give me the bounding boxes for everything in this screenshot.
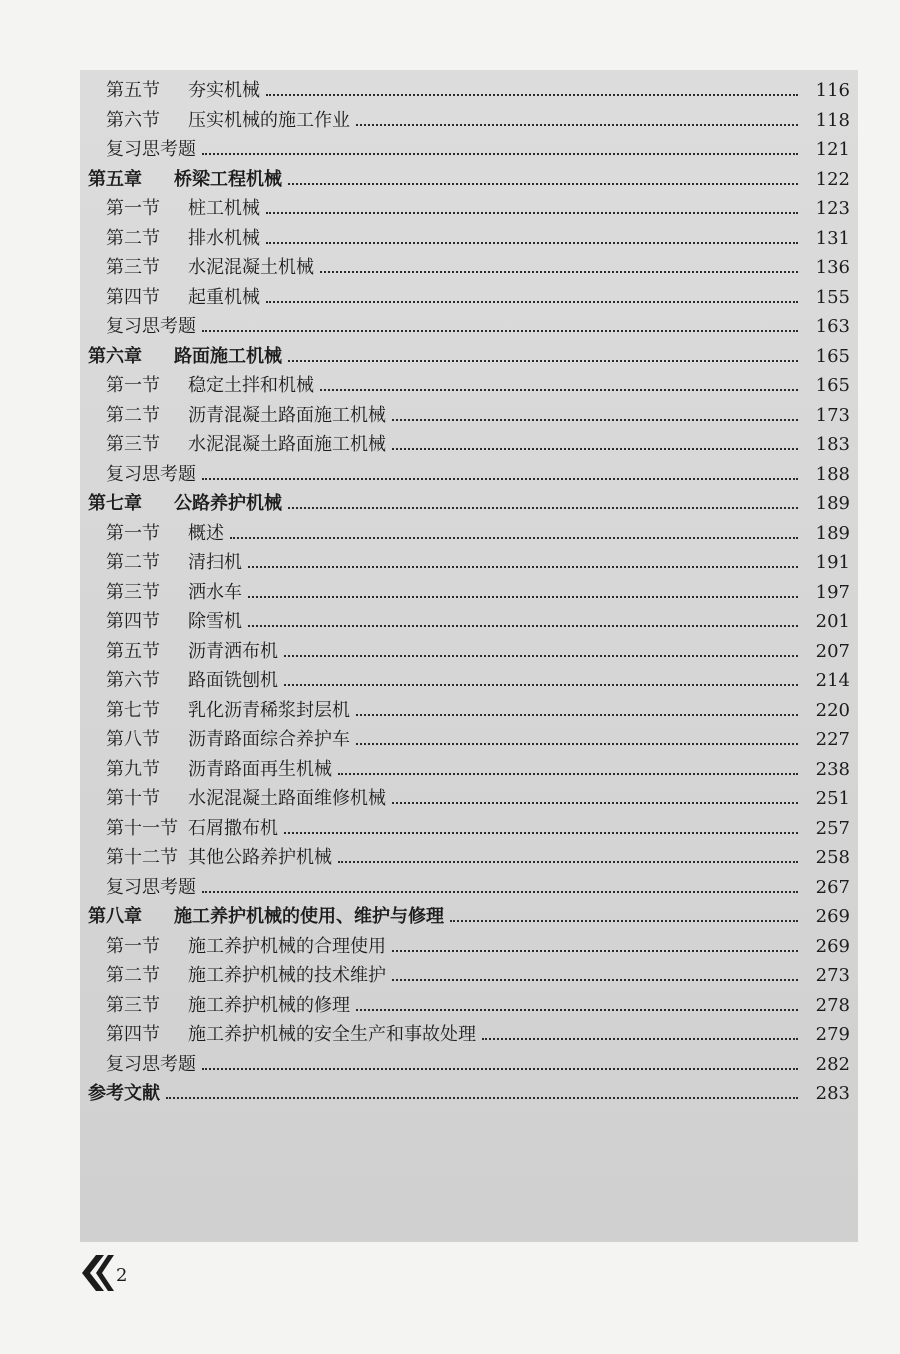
dot-leader	[284, 683, 798, 686]
dot-leader	[266, 241, 798, 244]
toc-entry-label	[106, 283, 260, 313]
toc-entry-number: 第一节	[106, 375, 160, 396]
toc-entry-page: 267	[815, 876, 850, 898]
toc-entry-title: 压实机械的施工作业	[188, 109, 350, 131]
toc-entry-title: 路面铣刨机	[188, 670, 278, 691]
toc-chapter-entry	[80, 165, 858, 195]
toc-entry-page: 183	[815, 434, 850, 455]
dot-leader	[166, 1096, 798, 1099]
toc-entry-number: 第六节	[106, 670, 160, 691]
toc-entry-number: 第五章	[88, 168, 142, 190]
dot-leader	[248, 595, 798, 598]
toc-entry-title: 水泥混凝土路面施工机械	[188, 434, 386, 455]
table-of-contents	[80, 76, 858, 1109]
toc-section-entry	[80, 224, 858, 254]
toc-entry-page: 116	[815, 80, 850, 101]
dot-leader	[288, 182, 798, 185]
toc-entry-label	[106, 371, 314, 401]
toc-section-entry	[80, 637, 858, 667]
toc-entry-label	[106, 312, 196, 342]
toc-entry-title: 施工养护机械的使用、维护与修理	[174, 906, 444, 927]
dot-leader	[356, 742, 798, 745]
toc-entry-page: 189	[815, 522, 850, 544]
toc-entry-label	[106, 224, 260, 254]
dot-leader	[230, 536, 798, 539]
toc-section-entry	[80, 961, 858, 991]
dot-leader	[392, 978, 798, 981]
dot-leader	[202, 477, 798, 480]
toc-entry-page: 173	[815, 404, 850, 426]
toc-entry-label	[106, 135, 196, 165]
dot-leader	[392, 447, 798, 450]
toc-entry-title: 复习思考题	[106, 139, 196, 160]
toc-entry-label	[106, 607, 242, 637]
toc-entry-number: 第四节	[106, 286, 160, 308]
toc-entry-label	[106, 725, 350, 755]
toc-entry-number: 第三节	[106, 581, 160, 603]
toc-entry-page: 257	[815, 817, 850, 839]
toc-entry-page: 238	[815, 758, 850, 780]
dot-leader	[338, 860, 798, 863]
dot-leader	[392, 418, 798, 421]
toc-entry-title: 夯实机械	[188, 80, 260, 101]
toc-entry-page: 123	[815, 198, 850, 219]
dot-leader	[338, 772, 798, 775]
toc-entry-number: 第三节	[106, 257, 160, 278]
toc-entry-label	[106, 961, 386, 991]
toc-section-entry	[80, 312, 858, 342]
toc-entry-page: 273	[815, 965, 850, 986]
toc-entry-label	[88, 1079, 160, 1109]
toc-section-entry	[80, 519, 858, 549]
toc-section-entry	[80, 725, 858, 755]
toc-section-entry	[80, 843, 858, 873]
dot-leader	[392, 949, 798, 952]
toc-entry-number: 第九节	[106, 758, 160, 780]
toc-entry-label	[106, 194, 260, 224]
toc-entry-title: 起重机械	[188, 286, 260, 308]
toc-entry-page: 165	[815, 375, 850, 396]
toc-entry-number: 第五节	[106, 80, 160, 101]
toc-section-entry	[80, 135, 858, 165]
toc-entry-page: 282	[815, 1053, 850, 1075]
page-number: 2	[116, 1264, 128, 1286]
toc-entry-title: 沥青路面再生机械	[188, 758, 332, 780]
dot-leader	[288, 359, 798, 362]
toc-entry-number: 第三节	[106, 994, 160, 1016]
toc-entry-title: 乳化沥青稀浆封层机	[188, 699, 350, 721]
toc-entry-title: 复习思考题	[106, 1053, 196, 1075]
toc-entry-title: 石屑撒布机	[188, 817, 278, 839]
toc-entry-title: 洒水车	[188, 581, 242, 603]
toc-section-entry	[80, 814, 858, 844]
toc-entry-label	[106, 106, 350, 136]
toc-entry-label	[106, 460, 196, 490]
toc-section-entry	[80, 991, 858, 1021]
dot-leader	[202, 890, 798, 893]
toc-entry-page: 220	[815, 699, 850, 721]
toc-section-entry	[80, 548, 858, 578]
toc-section-entry	[80, 253, 858, 283]
toc-entry-label	[106, 991, 350, 1021]
toc-entry-title: 排水机械	[188, 227, 260, 249]
toc-entry-label	[106, 932, 386, 962]
dot-leader	[482, 1037, 798, 1040]
toc-entry-page: 121	[815, 139, 850, 160]
toc-entry-title: 沥青洒布机	[188, 640, 278, 662]
toc-entry-page: 251	[815, 788, 850, 809]
toc-entry-label	[106, 814, 278, 844]
toc-section-entry	[80, 607, 858, 637]
toc-section-entry	[80, 873, 858, 903]
toc-entry-title: 参考文献	[88, 1083, 160, 1104]
dot-leader	[450, 919, 798, 922]
toc-entry-title: 路面施工机械	[174, 345, 282, 367]
toc-entry-label	[106, 696, 350, 726]
toc-entry-label	[106, 578, 242, 608]
toc-entry-number: 第一节	[106, 522, 160, 544]
toc-entry-label	[106, 784, 386, 814]
toc-section-entry	[80, 666, 858, 696]
toc-entry-title: 公路养护机械	[174, 493, 282, 514]
toc-entry-label	[106, 843, 332, 873]
toc-entry-label	[106, 1020, 476, 1050]
dot-leader	[392, 801, 798, 804]
toc-section-entry	[80, 283, 858, 313]
toc-entry-label	[106, 430, 386, 460]
double-chevron-left-icon	[80, 1253, 114, 1293]
toc-entry-title: 施工养护机械的技术维护	[188, 965, 386, 986]
toc-chapter-entry	[80, 1079, 858, 1109]
dot-leader	[202, 329, 798, 332]
toc-entry-page: 136	[815, 257, 850, 278]
toc-entry-page: 165	[815, 345, 850, 367]
toc-entry-page: 278	[815, 994, 850, 1016]
dot-leader	[266, 211, 798, 214]
dot-leader	[356, 1008, 798, 1011]
dot-leader	[202, 1067, 798, 1070]
toc-entry-page: 269	[815, 935, 850, 957]
toc-entry-label	[106, 76, 260, 106]
toc-entry-label	[88, 902, 444, 932]
toc-entry-label	[106, 873, 196, 903]
dot-leader	[356, 713, 798, 716]
toc-entry-number: 第八节	[106, 729, 160, 750]
toc-section-entry	[80, 755, 858, 785]
toc-entry-page: 258	[815, 847, 850, 868]
toc-entry-label	[106, 253, 314, 283]
toc-entry-title: 复习思考题	[106, 876, 196, 898]
toc-section-entry	[80, 1050, 858, 1080]
toc-entry-title: 概述	[188, 522, 224, 544]
dot-leader	[266, 300, 798, 303]
toc-entry-number: 第十二节	[106, 847, 178, 868]
toc-entry-label	[106, 401, 386, 431]
dot-leader	[284, 654, 798, 657]
dot-leader	[320, 270, 798, 273]
toc-entry-title: 除雪机	[188, 611, 242, 632]
toc-chapter-entry	[80, 489, 858, 519]
toc-entry-number: 第六节	[106, 109, 160, 131]
toc-section-entry	[80, 696, 858, 726]
toc-entry-title: 水泥混凝土机械	[188, 257, 314, 278]
toc-entry-title: 施工养护机械的合理使用	[188, 935, 386, 957]
toc-entry-page: 269	[815, 906, 850, 927]
dot-leader	[288, 506, 798, 509]
toc-entry-number: 第四节	[106, 611, 160, 632]
toc-entry-title: 水泥混凝土路面维修机械	[188, 788, 386, 809]
toc-entry-number: 第二节	[106, 227, 160, 249]
dot-leader	[320, 388, 798, 391]
dot-leader	[202, 152, 798, 155]
toc-section-entry	[80, 401, 858, 431]
toc-entry-title: 清扫机	[188, 552, 242, 573]
toc-entry-page: 131	[815, 227, 850, 249]
toc-entry-number: 第二节	[106, 404, 160, 426]
toc-section-entry	[80, 578, 858, 608]
toc-entry-page: 214	[815, 670, 850, 691]
dot-leader	[248, 624, 798, 627]
toc-entry-title: 沥青混凝土路面施工机械	[188, 404, 386, 426]
toc-section-entry	[80, 430, 858, 460]
toc-chapter-entry	[80, 342, 858, 372]
toc-entry-number: 第十节	[106, 788, 160, 809]
toc-entry-number: 第五节	[106, 640, 160, 662]
toc-entry-number: 第六章	[88, 345, 142, 367]
toc-entry-number: 第七章	[88, 493, 142, 514]
toc-section-entry	[80, 106, 858, 136]
toc-entry-page: 227	[815, 729, 850, 750]
toc-entry-page: 191	[815, 552, 850, 573]
toc-section-entry	[80, 371, 858, 401]
toc-entry-page: 122	[815, 168, 850, 190]
toc-entry-page: 163	[815, 316, 850, 337]
toc-entry-number: 第二节	[106, 552, 160, 573]
dot-leader	[284, 831, 798, 834]
toc-section-entry	[80, 460, 858, 490]
toc-chapter-entry	[80, 902, 858, 932]
toc-entry-title: 沥青路面综合养护车	[188, 729, 350, 750]
toc-section-entry	[80, 194, 858, 224]
toc-entry-number: 第四节	[106, 1024, 160, 1045]
toc-entry-page: 189	[815, 493, 850, 514]
toc-entry-label	[106, 548, 242, 578]
toc-entry-label	[106, 637, 278, 667]
page-footer	[80, 1250, 127, 1296]
toc-section-entry	[80, 784, 858, 814]
toc-section-entry	[80, 932, 858, 962]
toc-entry-page: 201	[815, 611, 850, 632]
toc-entry-label	[106, 519, 224, 549]
toc-entry-label	[106, 1050, 196, 1080]
toc-entry-title: 施工养护机械的安全生产和事故处理	[188, 1024, 476, 1045]
toc-section-entry	[80, 76, 858, 106]
toc-entry-title: 复习思考题	[106, 463, 196, 485]
toc-entry-page: 207	[815, 640, 850, 662]
toc-entry-page: 197	[815, 581, 850, 603]
toc-entry-title: 复习思考题	[106, 316, 196, 337]
toc-entry-page: 279	[815, 1024, 850, 1045]
toc-panel	[80, 70, 858, 1242]
toc-entry-label	[106, 666, 278, 696]
dot-leader	[248, 565, 798, 568]
toc-entry-title: 桩工机械	[188, 198, 260, 219]
dot-leader	[356, 123, 798, 126]
toc-entry-number: 第一节	[106, 935, 160, 957]
toc-entry-page: 283	[815, 1083, 850, 1104]
toc-entry-number: 第三节	[106, 434, 160, 455]
toc-entry-label	[88, 342, 282, 372]
toc-entry-label	[106, 755, 332, 785]
toc-entry-title: 稳定土拌和机械	[188, 375, 314, 396]
toc-entry-title: 施工养护机械的修理	[188, 994, 350, 1016]
toc-entry-label	[88, 165, 282, 195]
toc-entry-number: 第一节	[106, 198, 160, 219]
toc-entry-title: 桥梁工程机械	[174, 168, 282, 190]
toc-entry-page: 188	[815, 463, 850, 485]
toc-entry-number: 第二节	[106, 965, 160, 986]
toc-entry-number: 第八章	[88, 906, 142, 927]
toc-entry-number: 第十一节	[106, 817, 178, 839]
toc-section-entry	[80, 1020, 858, 1050]
dot-leader	[266, 93, 798, 96]
toc-entry-title: 其他公路养护机械	[188, 847, 332, 868]
toc-entry-page: 155	[815, 286, 850, 308]
toc-entry-number: 第七节	[106, 699, 160, 721]
toc-entry-page: 118	[815, 109, 850, 131]
toc-entry-label	[88, 489, 282, 519]
